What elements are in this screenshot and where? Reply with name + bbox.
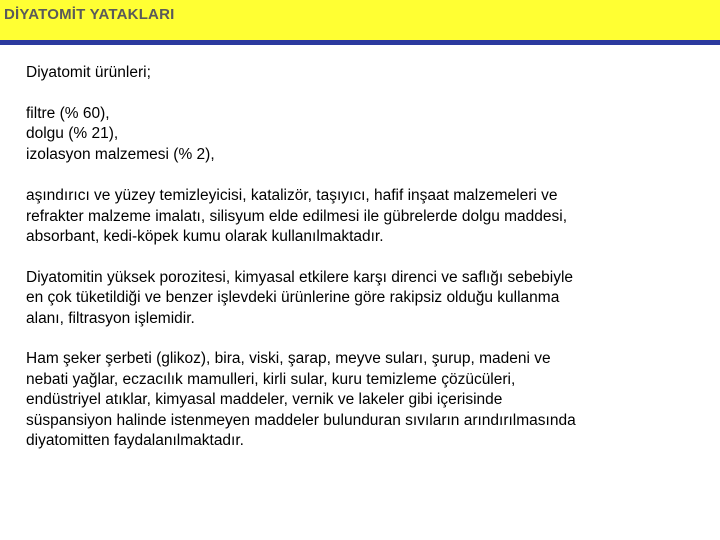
paragraph-line: Ham şeker şerbeti (glikoz), bira, viski, şarap, meyve suları, şurup, madeni ve xyxy=(26,350,551,367)
use-filter: filtre (% 60), xyxy=(26,104,110,122)
paragraph-filtration xyxy=(26,268,706,330)
use-insulation: izolasyon malzemesi (% 2), xyxy=(26,145,215,163)
slide-content xyxy=(26,63,706,452)
intro-text: Diyatomit ürünleri; xyxy=(26,64,151,81)
paragraph-purification xyxy=(26,349,706,452)
uses-list xyxy=(26,104,706,166)
paragraph-line: alanı, filtrasyon işlemidir. xyxy=(26,309,195,327)
paragraph-line: süspansiyon halinde istenmeyen maddeler bulunduran sıvıların arındırılmasında xyxy=(26,411,576,429)
paragraph-line: Diyatomitin yüksek porozitesi, kimyasal etkilere karşı direnci ve saflığı sebebiyle xyxy=(26,268,574,286)
paragraph-line: absorbant, kedi-köpek kumu olarak kullanılmaktadır. xyxy=(26,228,384,245)
paragraph-line: nebati yağlar, eczacılık mamulleri, kirli sular, kuru temizleme çözücüleri, xyxy=(26,370,516,388)
paragraph-line: refrakter malzeme imalatı, silisyum elde edilmesi ile gübrelerde dolgu maddesi, xyxy=(26,207,568,225)
paragraph-line: aşındırıcı ve yüzey temizleyicisi, katalizör, taşıyıcı, hafif inşaat malzemeleri ve xyxy=(26,187,558,204)
paragraph-line: diyatomitten faydalanılmaktadır. xyxy=(26,432,244,449)
page-title: DİYATOMİT YATAKLARI xyxy=(4,6,175,23)
paragraph-line: en çok tüketildiği ve benzer işlevdeki ürünlerine göre rakipsiz olduğu kullanma xyxy=(26,289,560,306)
paragraph-other-uses xyxy=(26,186,706,248)
paragraph-line: endüstriyel atıklar, kimyasal maddeler, vernik ve lakeler gibi içerisinde xyxy=(26,391,503,408)
use-filler: dolgu (% 21), xyxy=(26,125,119,142)
title-divider xyxy=(0,40,720,45)
title-bar xyxy=(0,0,720,40)
